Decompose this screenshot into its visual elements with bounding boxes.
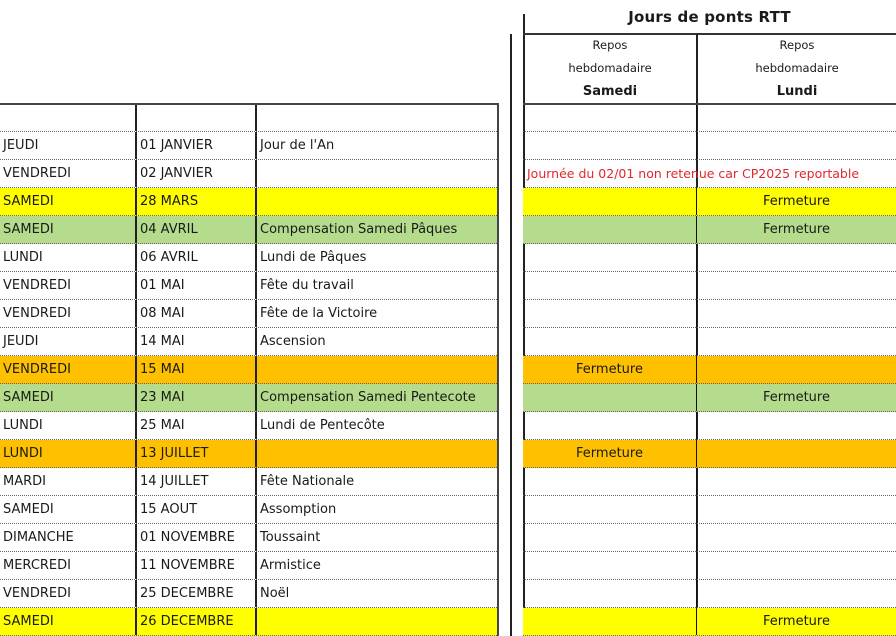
date-cell[interactable]: 23 MAI — [137, 384, 257, 411]
rtt-row — [523, 300, 896, 328]
samedi-cell[interactable] — [523, 608, 697, 635]
day-cell[interactable]: LUNDI — [0, 412, 137, 439]
rtt-row — [523, 496, 896, 524]
holiday-label-cell[interactable] — [257, 356, 497, 383]
lundi-cell[interactable]: Fermeture — [763, 614, 830, 629]
holiday-label-cell[interactable]: Ascension — [260, 334, 326, 349]
table-row — [0, 440, 497, 468]
lundi-cell[interactable]: Fermeture — [763, 222, 830, 237]
day-cell[interactable]: VENDREDI — [0, 300, 137, 327]
samedi-cell[interactable] — [523, 412, 697, 439]
date-cell[interactable]: 15 MAI — [137, 356, 257, 383]
date-cell[interactable]: 01 NOVEMBRE — [137, 524, 257, 551]
date-cell[interactable]: 25 MAI — [137, 412, 257, 439]
note-cell[interactable]: Journée du 02/01 non retenue car CP2025 reportable — [527, 166, 860, 181]
day-cell[interactable]: SAMEDI — [0, 216, 137, 243]
table-row — [0, 384, 497, 412]
rtt-row — [523, 580, 896, 608]
holiday-label-cell[interactable]: Toussaint — [260, 530, 321, 545]
rtt-table — [523, 103, 896, 636]
date-cell[interactable]: 04 AVRIL — [137, 216, 257, 243]
lundi-cell[interactable]: Fermeture — [763, 194, 830, 209]
table-row — [0, 160, 497, 188]
date-cell[interactable]: 14 JUILLET — [137, 468, 257, 495]
table-row — [0, 580, 497, 608]
header-samedi-line1: Repos — [592, 38, 628, 52]
table-row — [0, 188, 497, 216]
samedi-cell[interactable] — [523, 216, 697, 243]
rtt-row — [523, 384, 896, 412]
lundi-cell[interactable] — [697, 300, 896, 327]
table-row — [0, 132, 497, 160]
table-row — [0, 412, 497, 440]
holiday-label-cell[interactable] — [257, 160, 497, 187]
header-lundi-line1: Repos — [779, 38, 815, 52]
day-cell[interactable]: DIMANCHE — [0, 524, 137, 551]
day-cell[interactable]: VENDREDI — [0, 272, 137, 299]
date-cell[interactable]: 25 DECEMBRE — [137, 580, 257, 607]
date-cell[interactable]: 01 MAI — [137, 272, 257, 299]
day-cell[interactable]: VENDREDI — [0, 580, 137, 607]
holiday-label-cell[interactable] — [257, 188, 497, 215]
holiday-label-cell[interactable]: Lundi de Pentecôte — [260, 418, 385, 433]
day-cell[interactable]: VENDREDI — [0, 160, 137, 187]
day-cell[interactable]: MARDI — [0, 468, 137, 495]
rtt-row — [523, 244, 896, 272]
day-cell[interactable]: LUNDI — [0, 440, 137, 467]
holiday-label-cell[interactable]: Fête Nationale — [260, 474, 355, 489]
rtt-row — [523, 468, 896, 496]
day-cell[interactable]: JEUDI — [0, 132, 137, 159]
samedi-cell[interactable] — [523, 496, 697, 523]
samedi-cell[interactable] — [523, 244, 697, 271]
rtt-row — [523, 440, 896, 468]
lundi-cell[interactable] — [697, 328, 896, 355]
header-lundi-line3: Lundi — [776, 84, 818, 99]
holiday-label-cell[interactable]: Lundi de Pâques — [260, 250, 367, 265]
samedi-cell[interactable]: Fermeture — [523, 356, 697, 383]
table-row — [0, 244, 497, 272]
date-cell[interactable]: 06 AVRIL — [137, 244, 257, 271]
holiday-label-cell[interactable]: Noël — [260, 586, 290, 601]
table-row — [0, 608, 497, 636]
holiday-label-cell[interactable]: Fête du travail — [260, 278, 354, 293]
rtt-row — [523, 412, 896, 440]
separator-line — [510, 34, 512, 636]
holidays-table — [0, 103, 499, 636]
header-lundi-line2: hebdomadaire — [755, 61, 839, 75]
header-samedi — [524, 34, 696, 103]
lundi-cell[interactable]: Fermeture — [763, 390, 830, 405]
samedi-cell[interactable] — [523, 468, 697, 495]
holiday-label-cell[interactable]: Compensation Samedi Pâques — [260, 222, 458, 237]
rtt-row — [523, 160, 896, 188]
date-cell[interactable]: 14 MAI — [137, 328, 257, 355]
date-cell[interactable]: 15 AOUT — [137, 496, 257, 523]
table-row — [0, 300, 497, 328]
rtt-row — [523, 188, 896, 216]
date-cell[interactable]: 08 MAI — [137, 300, 257, 327]
samedi-cell[interactable] — [523, 384, 697, 411]
header-lundi — [698, 34, 896, 103]
table-row — [0, 272, 497, 300]
holiday-label-cell[interactable]: Compensation Samedi Pentecote — [260, 390, 476, 405]
lundi-cell[interactable] — [697, 552, 896, 579]
lundi-cell[interactable] — [697, 440, 896, 467]
rtt-row — [523, 132, 896, 160]
samedi-cell[interactable] — [523, 328, 697, 355]
day-cell[interactable]: VENDREDI — [0, 356, 137, 383]
lundi-cell[interactable] — [697, 496, 896, 523]
table-row — [0, 356, 497, 384]
table-row — [0, 216, 497, 244]
table-row — [0, 328, 497, 356]
date-cell[interactable]: 13 JUILLET — [137, 440, 257, 467]
day-cell[interactable]: SAMEDI — [0, 496, 137, 523]
day-cell[interactable]: SAMEDI — [0, 608, 137, 635]
lundi-cell[interactable] — [697, 356, 896, 383]
rtt-row — [523, 272, 896, 300]
day-cell[interactable]: MERCREDI — [0, 552, 137, 579]
section-title: Jours de ponts RTT — [628, 8, 791, 26]
table-row — [0, 468, 497, 496]
lundi-cell[interactable] — [697, 580, 896, 607]
lundi-cell[interactable] — [697, 244, 896, 271]
samedi-cell[interactable] — [523, 552, 697, 579]
date-cell[interactable]: 26 DECEMBRE — [137, 608, 257, 635]
table-row — [0, 524, 497, 552]
date-cell[interactable]: 02 JANVIER — [137, 160, 257, 187]
date-cell[interactable]: 28 MARS — [137, 188, 257, 215]
rtt-row — [523, 552, 896, 580]
holiday-label-cell[interactable]: Armistice — [260, 558, 321, 573]
samedi-cell[interactable] — [523, 188, 697, 215]
holiday-label-cell[interactable]: Assomption — [260, 502, 337, 517]
holiday-label-cell[interactable] — [257, 440, 497, 467]
samedi-cell[interactable] — [523, 580, 697, 607]
holiday-label-cell[interactable] — [257, 608, 497, 635]
table-row — [0, 496, 497, 524]
rtt-row — [523, 524, 896, 552]
date-cell[interactable]: 01 JANVIER — [137, 132, 257, 159]
header-samedi-line2: hebdomadaire — [568, 61, 652, 75]
lundi-cell[interactable] — [697, 468, 896, 495]
samedi-cell[interactable]: Fermeture — [523, 440, 697, 467]
lundi-cell[interactable] — [697, 412, 896, 439]
samedi-cell[interactable] — [523, 300, 697, 327]
day-cell[interactable]: LUNDI — [0, 244, 137, 271]
lundi-cell[interactable] — [697, 524, 896, 551]
rtt-row — [523, 216, 896, 244]
date-cell[interactable]: 11 NOVEMBRE — [137, 552, 257, 579]
table-header-row — [0, 105, 497, 132]
rtt-row — [523, 356, 896, 384]
rtt-row — [523, 608, 896, 636]
header-samedi-line3: Samedi — [582, 84, 638, 99]
holiday-label-cell[interactable]: Jour de l'An — [260, 138, 335, 153]
day-cell[interactable]: SAMEDI — [0, 384, 137, 411]
rtt-row — [523, 328, 896, 356]
samedi-cell[interactable] — [523, 132, 697, 159]
lundi-cell[interactable] — [697, 132, 896, 159]
holiday-label-cell[interactable]: Fête de la Victoire — [260, 306, 378, 321]
day-cell[interactable]: SAMEDI — [0, 188, 137, 215]
rtt-header-row — [523, 105, 896, 132]
lundi-cell[interactable] — [697, 272, 896, 299]
samedi-cell[interactable] — [523, 524, 697, 551]
samedi-cell[interactable] — [523, 272, 697, 299]
day-cell[interactable]: JEUDI — [0, 328, 137, 355]
table-row — [0, 552, 497, 580]
